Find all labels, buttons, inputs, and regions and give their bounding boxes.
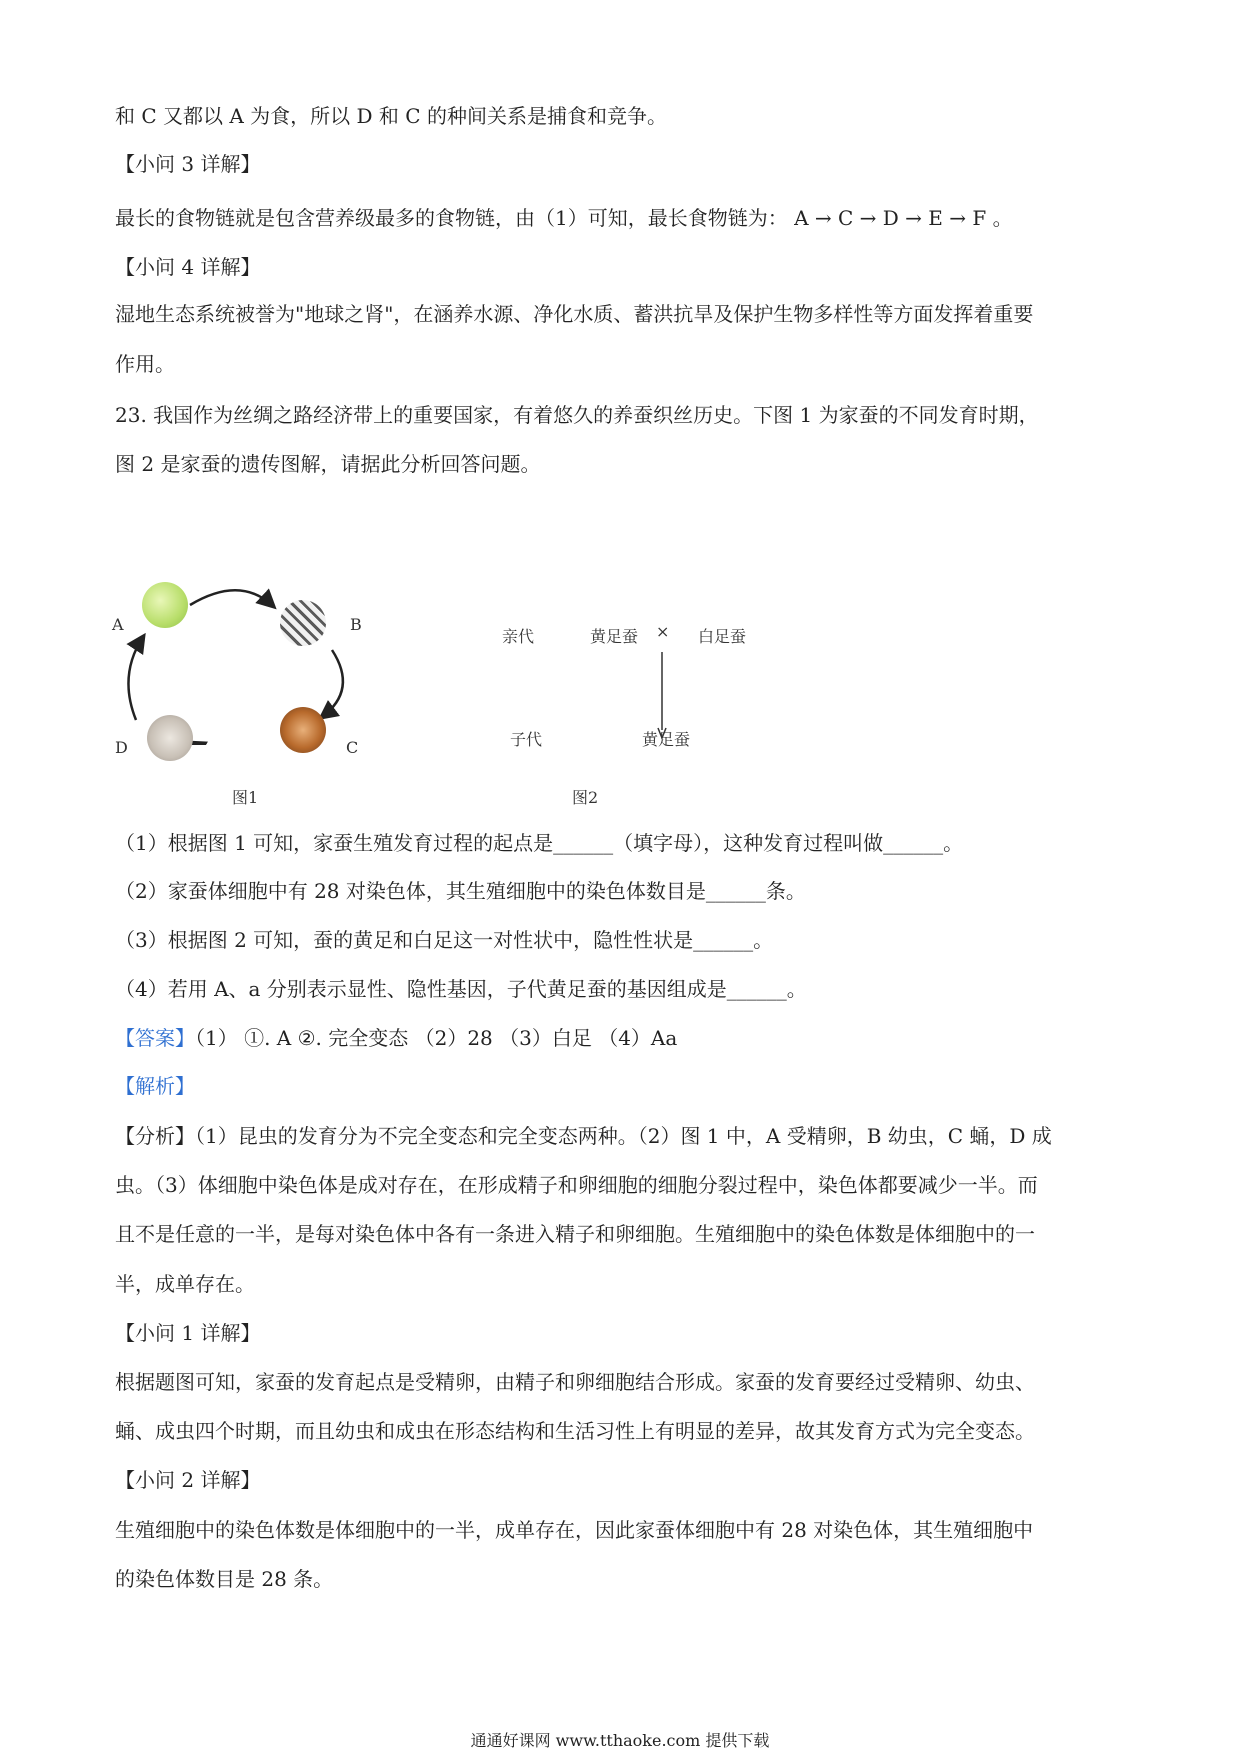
- question-1: （1）根据图 1 可知，家蚕生殖发育过程的起点是______（填字母），这种发育过程叫做______。: [115, 831, 964, 855]
- question-23-stem: 图 2 是家蚕的遗传图解，请据此分析回答问题。: [115, 452, 541, 476]
- parent-white-foot: 白足蚕: [698, 627, 747, 646]
- offspring-generation-label: 子代: [510, 730, 543, 749]
- answer-line: [115, 1024, 677, 1052]
- analysis-heading: 【解析】: [115, 1074, 195, 1098]
- analysis-line: 虫。（3）体细胞中染色体是成对存在，在形成精子和卵细胞的细胞分裂过程中，染色体都要减少一半。而: [115, 1173, 1038, 1197]
- egg-image: [142, 582, 188, 628]
- figure-1-caption: 图1: [232, 788, 259, 807]
- explanation-line: 生殖细胞中的染色体数是体细胞中的一半，成单存在，因此家蚕体细胞中有 28 对染色体，其生殖细胞中: [115, 1518, 1034, 1542]
- text-line: 和 C 又都以 A 为食，所以 D 和 C 的种间关系是捕食和竞争。: [115, 104, 667, 128]
- analysis-line: 且不是任意的一半，是每对染色体中各有一条进入精子和卵细胞。生殖细胞中的染色体数是体细胞中的一: [115, 1222, 1035, 1246]
- explanation-line: 根据题图可知，家蚕的发育起点是受精卵，由精子和卵细胞结合形成。家蚕的发育要经过受精卵、幼虫、: [115, 1370, 1035, 1394]
- text-line: 作用。: [115, 352, 175, 376]
- parent-yellow-foot: 黄足蚕: [590, 627, 639, 646]
- question-2: （2）家蚕体细胞中有 28 对染色体，其生殖细胞中的染色体数目是______条。: [115, 879, 806, 903]
- parent-generation-label: 亲代: [502, 627, 535, 646]
- subsection-heading: 【小问 3 详解】: [115, 152, 261, 176]
- pupa-image: [280, 707, 326, 753]
- answer-text: （1） ①. A ②. 完全变态 （2）28 （3）白足 （4）Aa: [195, 1026, 678, 1050]
- question-4: （4）若用 A、a 分别表示显性、隐性基因，子代黄足蚕的基因组成是______。: [115, 977, 807, 1001]
- offspring-yellow-foot: 黄足蚕: [642, 730, 691, 749]
- question-23-stem: 23. 我国作为丝绸之路经济带上的重要国家，有着悠久的养蚕织丝历史。下图 1 为家蚕的不同发育时期，: [115, 403, 1039, 427]
- analysis-line: [115, 1122, 1052, 1150]
- page-footer: 通通好课网 www.tthaoke.com 提供下载: [470, 1731, 770, 1750]
- adult-moth-image: [147, 715, 193, 761]
- subsection-heading: 【小问 4 详解】: [115, 255, 261, 279]
- explanation-line: 的染色体数目是 28 条。: [115, 1567, 334, 1591]
- analysis-label: 【分析】: [115, 1124, 195, 1148]
- stage-label-c: C: [346, 738, 359, 757]
- question-3: （3）根据图 2 可知，蚕的黄足和白足这一对性状中，隐性性状是______。: [115, 928, 774, 952]
- text-line: 湿地生态系统被誉为"地球之肾"，在涵养水源、净化水质、蓄洪抗旱及保护生物多样性等方面发挥着重要: [115, 302, 1034, 326]
- stage-label-a: A: [112, 615, 124, 634]
- answer-label: 【答案】: [115, 1026, 195, 1050]
- analysis-line: 半，成单存在。: [115, 1272, 255, 1296]
- text-line: 最长的食物链就是包含营养级最多的食物链，由（1）可知，最长食物链为： A → C → D → E → F 。: [115, 206, 1013, 230]
- stage-label-d: D: [115, 738, 128, 757]
- subsection-heading: 【小问 1 详解】: [115, 1321, 261, 1345]
- subsection-heading: 【小问 2 详解】: [115, 1468, 261, 1492]
- explanation-line: 蛹、成虫四个时期，而且幼虫和成虫在形态结构和生活习性上有明显的差异，故其发育方式为完全变态。: [115, 1419, 1035, 1443]
- figure-2-caption: 图2: [572, 788, 599, 807]
- cross-symbol: ×: [656, 622, 670, 641]
- figure-2-genetics: [480, 600, 780, 805]
- larva-image: [280, 600, 326, 646]
- stage-label-b: B: [350, 615, 362, 634]
- analysis-text: （1）昆虫的发育分为不完全变态和完全变态两种。（2）图 1 中，A 受精卵，B 幼虫，C 蛹，D 成: [195, 1124, 1052, 1148]
- figure-1-life-cycle: [110, 575, 370, 805]
